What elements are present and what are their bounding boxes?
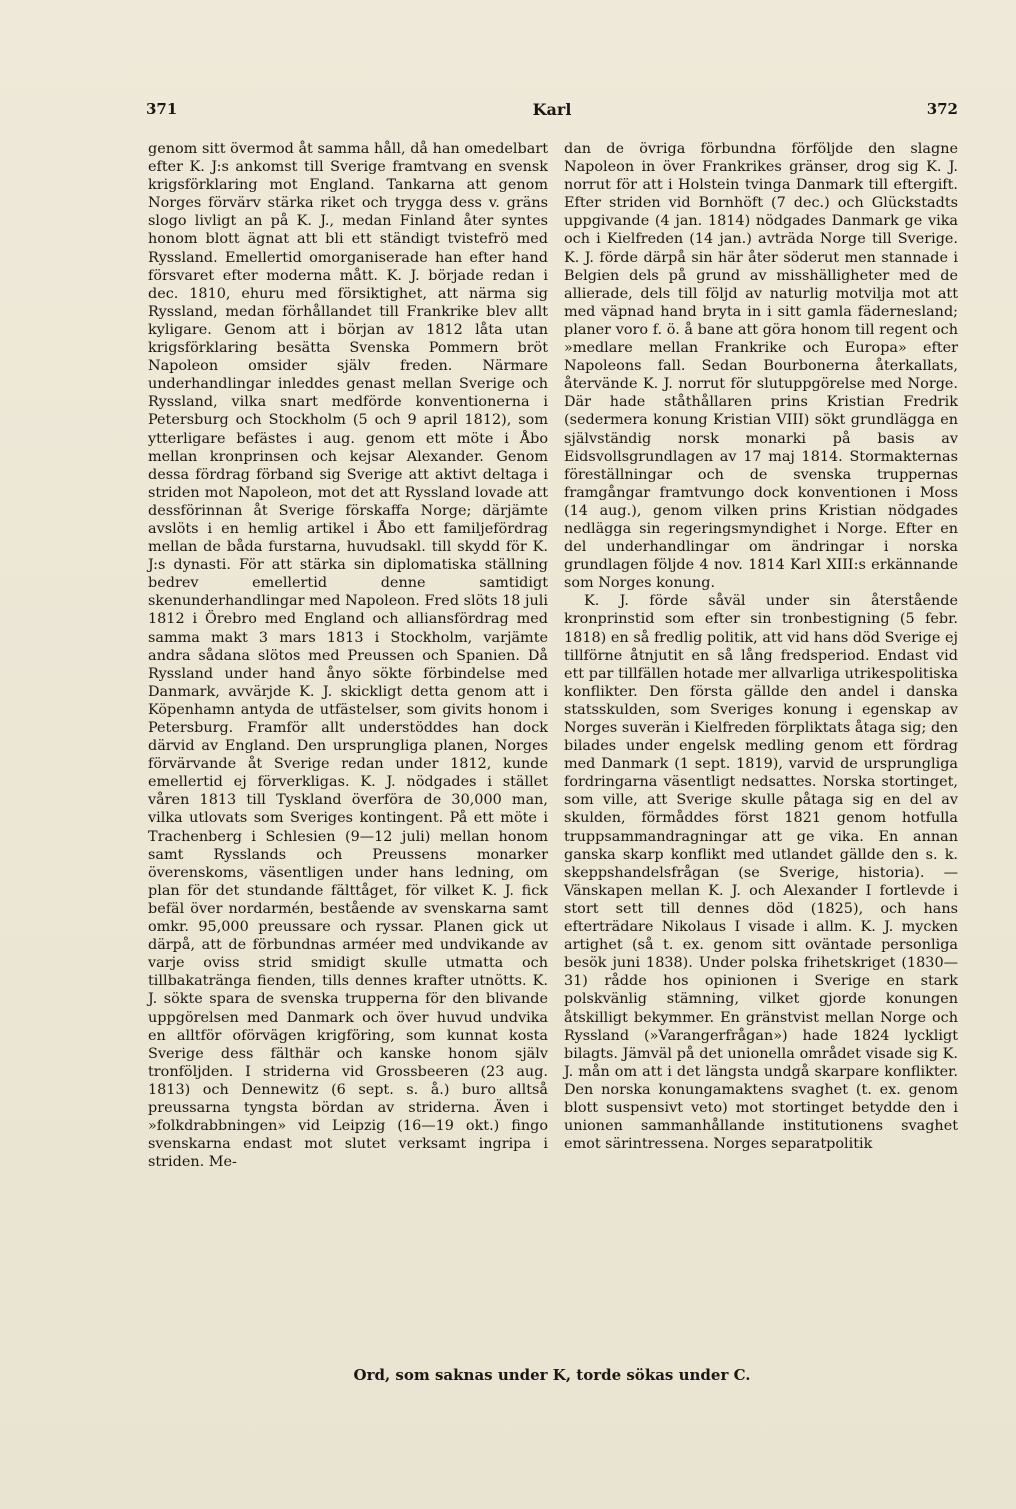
running-title: Karl [532,100,572,119]
paragraph: K. J. förde såväl under sin återstående kronprinstid som efter sin tronbestigning (5 febr. 1818) en så fredlig politik, att vid hans död Sverige ej tillförne åtnjutit en så lång fredsperiod. Endast vid ett par tillfällen hotade mer allvarliga utrikespolitiska konflikter. Den första gällde den andel i danska statsskulden, som Sveriges konung i egenskap av Norges suverän i Kielfreden förpliktats åtaga sig; den bilades under engelsk medling genom ett fördrag med Danmark (1 sept. 1819), varvid de ursprungliga fordringarna väsentligt nedsattes. Norska stortinget, som ville, att Sverige skulle påtaga sig en del av skulden, förmåddes först 1821 genom hotfulla truppsammandragningar att ge vika. En annan ganska skarp konflikt med utlandet gällde den s. k. skeppshandelsfrågan (se Sverige, historia). — Vänskapen mellan K. J. och Alexander I fortlevde i stort sett till dennes död (1825), och hans efterträdare Nikolaus I visade i allm. K. J. mycken artighet (så t. ex. genom sitt oväntade personliga besök juni 1838). Under polska frihetskriget (1830—31) rådde hos opinionen i Sverige en stark polskvänlig stämning, vilket gjorde konungen åtskilligt bekymmer. En gränstvist mellan Norge och Ryssland (»Varangerfrågan») hade 1824 lyckligt bilagts. Jämväl på det unionella området visade sig K. J. mån om att i det längsta undgå skarpare konflikter. Den norska konungamaktens svaghet (t. ex. genom blott suspensivt veto) mot stortinget betydde den i unionen sammanhållande institutionens svaghet emot särintressena. Norges separatpolitik [564,593,958,1153]
footer-note: Ord, som saknas under K, torde sökas under C. [353,1366,751,1384]
paragraph: genom sitt övermod åt samma håll, då han omedelbart efter K. J:s ankomst till Sverige framtvang en svensk krigsförklaring mot England. Tankarna att genom Norges förvärv stärka riket och trygga dess v. gräns slogo livligt an på K. J., medan Finland åter syntes honom blott ägnat att bli ett ständigt tvistefrö med Ryssland. Emellertid omorganiserade han efter hand försvaret efter moderna mått. K. J. började redan i dec. 1810, ehuru med försiktighet, att närma sig Ryssland, medan förhållandet till Frankrike blev allt kyligare. Genom att i början av 1812 låta utan krigsförklaring besätta Svenska Pommern bröt Napoleon omsider själv freden. Närmare underhandlingar inleddes genast mellan Sverige och Ryssland, vilka snart medförde konventionerna i Petersburg och Stockholm (5 och 9 april 1812), som ytterligare befästes i aug. genom ett möte i Åbo mellan kronprinsen och kejsar Alexander. Genom dessa fördrag förband sig Sverige att aktivt deltaga i striden mot Napoleon, mot det att Ryssland lovade att dessförinnan åt Sverige förskaffa Norge; därjämte avslöts i en hemlig artikel i Åbo ett familjefördrag mellan de båda furstarna, huvudsakl. till skydd för K. J:s dynasti. För att stärka sin diplomatiska ställning bedrev emellertid denne samtidigt skenunderhandlingar med Napoleon. Fred slöts 18 juli 1812 i Örebro med England och alliansfördrag med samma makt 3 mars 1813 i Stockholm, varjämte andra sådana slötos med Preussen och Spanien. Då Ryssland under hand ånyo sökte förbindelse med Danmark, avvärjde K. J. skickligt detta genom att i Köpenhamn antyda de utfästelser, som givits honom i Petersburg. Framför allt understöddes han dock därvid av England. Den ursprungliga planen, Norges förvärvande åt Sverige redan under 1812, kunde emellertid ej förverkligas. K. J. nödgades i stället våren 1813 till Tyskland överföra de 30,000 man, vilka utlovats som Sveriges kontingent. På ett möte i Trachenberg i Schlesien (9—12 juli) mellan honom samt Rysslands och Preussens monarker överenskoms, väsentligen under hans ledning, om plan för det stundande fälttåget, för vilket K. J. fick befäl över nordarmén, bestående av svenskarna samt omkr. 95,000 preussare och ryssar. Planen gick ut därpå, att de förbundnas arméer med undvikande av varje oviss strid smidigt skulle utmatta och tillbakaträngа fienden, tills dennes krafter utnötts. K. J. sökte spara de svenska trupperna för den blivande uppgörelsen med Danmark och över huvud undvika en alltför oförvägen krigföring, som kunnat kosta Sverige dess fälthär och kanske honom själv tronföljden. I striderna vid Grossbeeren (23 aug. 1813) och Dennewitz (6 sept. s. å.) buro alltså preussarna tyngsta bördan av striderna. Även i »folkdrabbningen» vid Leipzig (16—19 okt.) fingo svenskarna endast mot slutet verksamt ingripa i striden. Me- [148,141,548,1171]
right-page-number: 372 [926,100,958,118]
left-text-column [148,140,548,1171]
paragraph: dan de övriga förbundna förföljde den slagne Napoleon in över Frankrikes gränser, drog sig K. J. norrut för att i Holstein tvinga Danmark till eftergift. Efter striden vid Bornhöft (7 dec.) och Glückstadts uppgivande (4 jan. 1814) nödgades Danmark ge vika och i Kielfreden (14 jan.) avträda Norge till Sverige. K. J. förde därpå sin här åter söderut men stannade i Belgien dels på grund av misshälligheter med de allierade, dels till följd av naturlig motvilja mot att med väpnad hand bryta in i sitt gamla fädernesland; planer voro f. ö. å bane att göra honom till regent och »medlare mellan Frankrike och Europa» efter Napoleons fall. Sedan Bourbonerna återkallats, återvände K. J. norrut för slutuppgörelse med Norge. Där hade ståthållaren prins Kristian Fredrik (sedermera konung Kristian VIII) sökt grundlägga en självständig norsk monarki på basis av Eidsvollsgrundlagen av 17 maj 1814. Stormakternas föreställningar och de svenska truppernas framgångar framtvungo dock konventionen i Moss (14 aug.), genom vilken prins Kristian nödgades nedlägga sin regeringsmyndighet i Norge. Efter en del underhandlingar om ändringar i norska grundlagen följde 4 nov. 1814 Karl XIII:s erkännande som Norges konung. [564,141,958,592]
page-header [146,100,958,124]
right-text-column [564,140,958,1153]
left-page-number: 371 [146,100,178,118]
